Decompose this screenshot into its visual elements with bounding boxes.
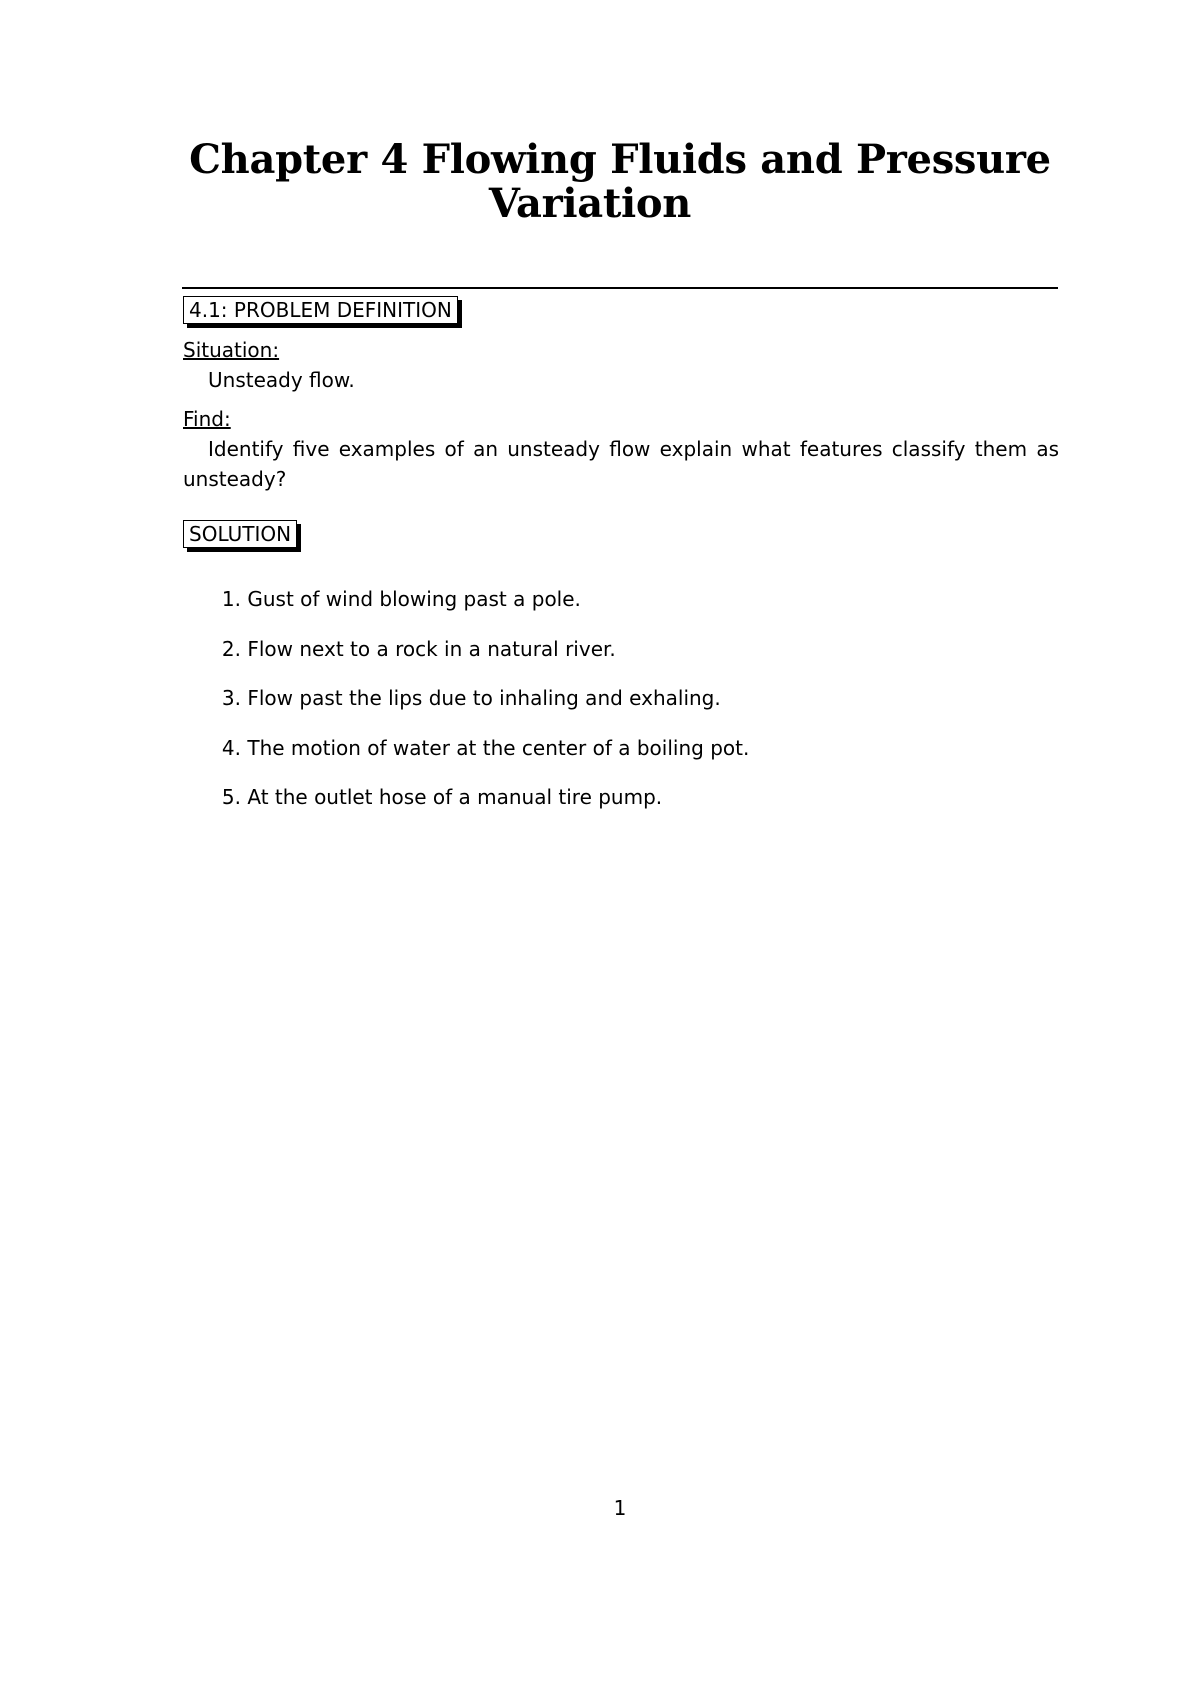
page-title-line-2: Variation	[488, 180, 692, 227]
problem-definition-heading: 4.1: PROBLEM DEFINITION	[183, 296, 458, 324]
list-item-text: The motion of water at the center of a boiling pot.	[247, 735, 750, 760]
list-item	[183, 782, 749, 832]
page-title-line-1: Chapter 4 Flowing Fluids and Pressure	[189, 136, 1051, 183]
list-item-number: 2.	[221, 636, 241, 661]
page-number: 1	[613, 1496, 627, 1520]
list-item-text: At the outlet hose of a manual tire pump.	[247, 785, 663, 809]
list-item	[183, 683, 749, 733]
find-text: Identify five examples of an unsteady flow explain what features classify them as unsteady?	[183, 437, 1059, 491]
solution-list	[183, 584, 749, 832]
find-label: Find:	[183, 407, 231, 431]
list-item-text: Gust of wind blowing past a pole.	[247, 587, 581, 611]
solution-heading: SOLUTION	[183, 520, 297, 548]
list-item	[183, 634, 749, 684]
page-title	[150, 138, 1090, 226]
list-item-text: Flow past the lips due to inhaling and exhaling.	[247, 686, 721, 710]
section-divider	[182, 287, 1058, 289]
list-item	[183, 733, 749, 783]
situation-label: Situation:	[183, 338, 280, 362]
list-item-number: 3.	[221, 686, 241, 710]
situation-text: Unsteady flow.	[208, 368, 355, 392]
list-item	[183, 584, 749, 634]
list-item-text: Flow next to a rock in a natural river.	[247, 636, 616, 661]
list-item-number: 1.	[221, 587, 241, 611]
list-item-number: 5.	[221, 785, 241, 809]
list-item-number: 4.	[221, 735, 241, 760]
